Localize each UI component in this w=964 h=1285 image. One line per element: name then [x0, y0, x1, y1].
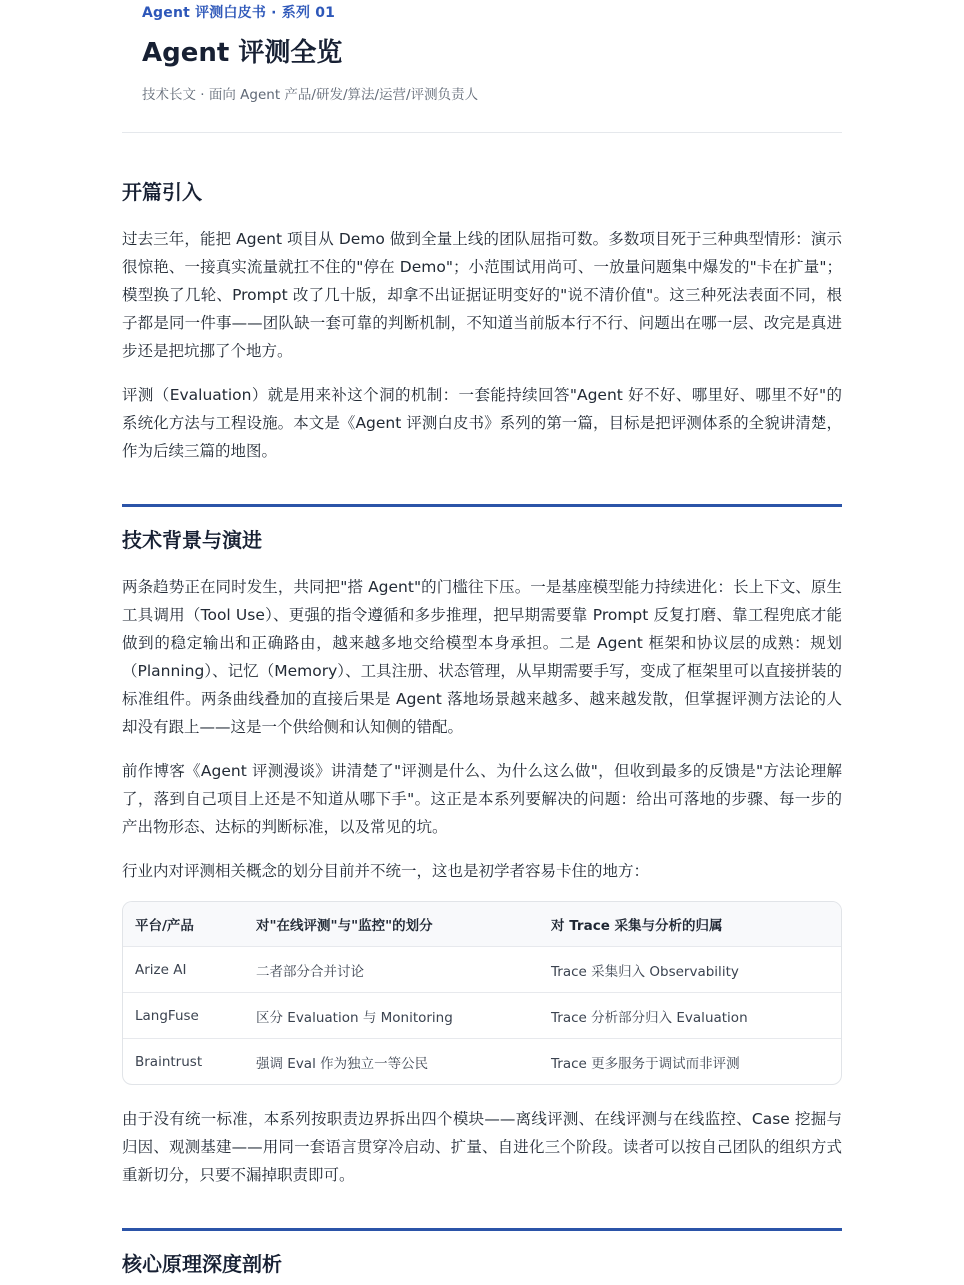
intro-paragraph-2: 评测（Evaluation）就是用来补这个洞的机制：一套能持续回答"Agent 好不好、哪里好、哪里不好"的系统化方法与工程设施。本文是《Agent 评测白皮书》系列的第一篇，目标是把评测体系的全貌讲清楚，作为后续三篇的地图。: [122, 386, 842, 460]
table-cell: LangFuse: [123, 993, 244, 1039]
intro-paragraph-1: 过去三年，能把 Agent 项目从 Demo 做到全量上线的团队屈指可数。多数项目死于三种典型情形：演示很惊艳、一接真实流量就扛不住的"停在 Demo"；小范围试用尚可、一放量问题集中爆发的"卡在扩量"；模型换了几轮、Prompt 改了几十版，却拿不出证据证明变好的"说不清价值"。这三种死法表面不同，根子都是同一件事——团队缺一套可靠的判断机制，不知道当前版本行不行、问题出在哪一层、改完是真进步还是把坑挪了个地方。: [122, 230, 842, 360]
background-paragraph-4: 由于没有统一标准，本系列按职责边界拆出四个模块——离线评测、在线评测与在线监控、Case 挖掘与归因、观测基建——用同一套语言贯穿冷启动、扩量、自进化三个阶段。读者可以按自己团队的组织方式重新切分，只要不漏掉职责即可。: [122, 1110, 842, 1184]
header-divider: [122, 132, 842, 133]
table-cell: Arize AI: [123, 947, 244, 993]
page-subtitle: 技术长文 · 面向 Agent 产品/研发/算法/运营/评测负责人: [142, 87, 479, 103]
table-header-platform: 平台/产品: [123, 902, 244, 947]
table-row: [123, 947, 841, 993]
table-header-trace: 对 Trace 采集与分析的归属: [539, 902, 841, 947]
table-header-row: [123, 902, 841, 947]
background-paragraph-3: 行业内对评测相关概念的划分目前并不统一，这也是初学者容易卡住的地方：: [122, 862, 650, 880]
table-row: [123, 1039, 841, 1085]
table-cell: 二者部分合并讨论: [244, 947, 539, 993]
table-header-online-eval: 对"在线评测"与"监控"的划分: [244, 902, 539, 947]
table-cell: 区分 Evaluation 与 Monitoring: [244, 993, 539, 1039]
page-title: Agent 评测全览: [142, 38, 343, 68]
section-divider: [122, 1228, 842, 1231]
table-cell: Trace 采集归入 Observability: [539, 947, 841, 993]
table-cell: Braintrust: [135, 1053, 203, 1070]
table-cell: 强调 Eval 作为独立一等公民: [256, 1055, 429, 1072]
section-heading-background: 技术背景与演进: [122, 528, 262, 552]
section-divider: [122, 504, 842, 507]
concept-comparison-table: [122, 901, 842, 1085]
background-paragraph-2: 前作博客《Agent 评测漫谈》讲清楚了"评测是什么、为什么这么做"，但收到最多的反馈是"方法论理解了，落到自己项目上还是不知道从哪下手"。这正是本系列要解决的问题：给出可落地的步骤、每一步的产出物形态、达标的判断标准，以及常见的坑。: [122, 762, 842, 836]
background-paragraph-1: 两条趋势正在同时发生，共同把"搭 Agent"的门槛往下压。一是基座模型能力持续进化：长上下文、原生工具调用（Tool Use）、更强的指令遵循和多步推理，把早期需要靠 Prompt 反复打磨、靠工程兜底才能做到的稳定输出和正确路由，越来越多地交给模型本身承担。二是 Agent 框架和协议层的成熟：规划（Planning）、记忆（Memory）、工具注册、状态管理，从早期需要手写，变成了框架里可以直接拼装的标准组件。两条曲线叠加的直接后果是 Agent 落地场景越来越多、越来越发散，但掌握评测方法论的人却没有跟上——这是一个供给侧和认知侧的错配。: [122, 578, 842, 736]
section-heading-intro: 开篇引入: [122, 180, 202, 204]
table-cell: Trace 更多服务于调试而非评测: [551, 1055, 740, 1072]
series-kicker: Agent 评测白皮书 · 系列 01: [142, 5, 336, 21]
table-cell: Trace 分析部分归入 Evaluation: [539, 993, 841, 1039]
section-heading-core-principles: 核心原理深度剖析: [122, 1252, 282, 1276]
table-row: [123, 993, 841, 1039]
